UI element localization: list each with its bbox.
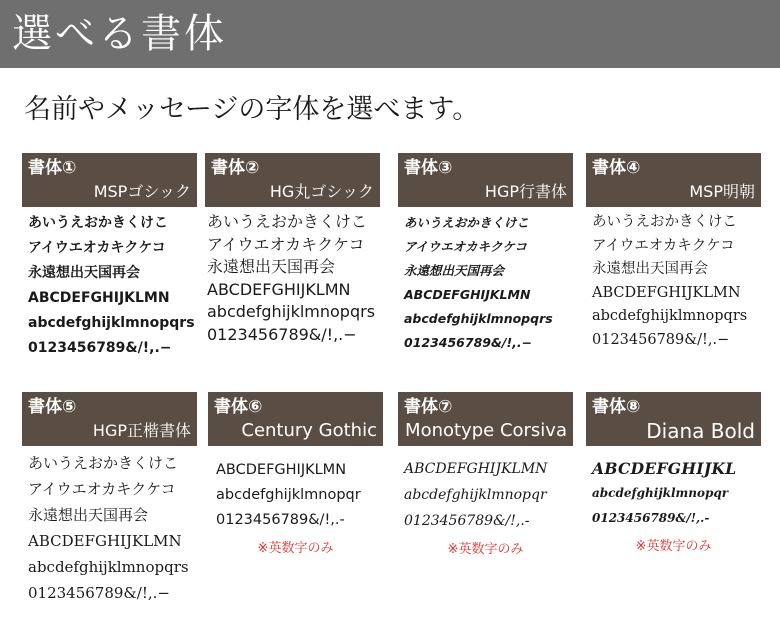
font-samples [22,446,197,606]
page-title: 選べる書体 [0,0,780,68]
font-number: 書体① [28,158,77,178]
alphanumeric-only-note: ※英数字のみ [447,542,524,557]
font-panel-8 [586,392,761,557]
sample-digits: 0123456789&/!,.− [28,584,170,602]
sample-hiragana: あいうえおかきくけこ [207,212,368,231]
page-subtitle: 名前やメッセージの字体を選べます。 [24,94,480,125]
sample-lowercase: abcdefghijklmnopqrs [404,311,553,326]
font-number: 書体⑧ [592,397,641,417]
font-samples [208,446,383,533]
sample-uppercase: ABCDEFGHIJKLMN [216,462,347,478]
font-panel-header [22,153,197,207]
font-samples [205,207,380,346]
font-panel-1 [22,153,197,361]
sample-hiragana: あいうえおかきくけこ [592,214,737,230]
font-panel-7 [398,392,573,560]
sample-kanji: 永遠想出天国再会 [28,265,140,281]
font-name: Century Gothic [241,420,377,441]
sample-digits: 0123456789&/!,.− [404,335,533,350]
sample-katakana: アイウエオカキクケコ [28,480,176,498]
font-samples [586,446,761,531]
sample-katakana: アイウエオカキクケコ [592,237,735,254]
font-number: 書体⑤ [28,397,77,417]
sample-katakana: アイウエオカキクケコ [28,240,166,256]
sample-lowercase: abcdefghijklmnopqr [592,486,729,500]
font-panel-5 [22,392,197,606]
font-name: MSPゴシック [93,182,191,201]
alphanumeric-only-note: ※英数字のみ [635,539,712,554]
font-panel-header [586,153,761,207]
font-number: 書体③ [404,158,453,178]
font-samples [398,207,573,355]
sample-lowercase: abcdefghijklmnopqr [404,487,547,503]
sample-uppercase: ABCDEFGHIJKLMN [404,461,548,477]
font-panel-header [22,392,197,446]
sample-digits: 0123456789&/!,.− [207,324,357,344]
sample-lowercase: abcdefghijklmnopqr [216,487,361,503]
sample-hiragana: あいうえおかきくけこ [404,215,530,230]
font-name: HGP正楷書体 [92,421,191,440]
font-panel-3 [398,153,573,355]
font-panel-header [208,392,383,446]
font-samples [586,207,761,352]
sample-digits: 0123456789&/!,.- [592,511,710,525]
alphanumeric-only-note: ※英数字のみ [257,541,334,556]
sample-uppercase: ABCDEFGHIJKLMN [207,279,351,299]
font-name: Monotype Corsiva [405,420,567,441]
sample-lowercase: abcdefghijklmnopqrs [592,308,748,324]
font-panel-4 [586,153,761,352]
font-name: HGP行書体 [484,182,567,201]
sample-digits: 0123456789&/!,.− [592,331,730,348]
font-panel-6 [208,392,383,559]
font-panel-2 [205,153,380,346]
sample-lowercase: abcdefghijklmnopqrs [28,315,195,331]
sample-uppercase: ABCDEFGHIJKLMN [592,284,741,301]
font-panel-header [205,153,380,207]
sample-kanji: 永遠想出天国再会 [28,506,149,524]
sample-kanji: 永遠想出天国再会 [207,257,336,276]
font-samples [22,207,197,361]
font-number: 書体⑥ [214,397,263,417]
font-samples [398,446,573,534]
sample-uppercase: ABCDEFGHIJKL [592,459,737,478]
sample-katakana: アイウエオカキクケコ [207,234,365,254]
font-panel-header [398,392,573,446]
sample-uppercase: ABCDEFGHIJKLMN [28,290,170,306]
font-number: 書体② [211,158,260,178]
sample-uppercase: ABCDEFGHIJKLMN [28,532,182,550]
sample-digits: 0123456789&/!,.- [216,512,345,528]
sample-uppercase: ABCDEFGHIJKLMN [404,287,531,302]
sample-digits: 0123456789&/!,.- [404,513,530,529]
sample-kanji: 永遠想出天国再会 [404,263,505,278]
font-panel-header [398,153,573,207]
sample-katakana: アイウエオカキクケコ [404,239,528,254]
font-name: MSP明朝 [689,182,755,201]
font-name: HG丸ゴシック [269,182,374,201]
font-number: 書体⑦ [404,397,453,417]
font-panel-header [586,392,761,446]
font-name: Diana Bold [646,419,755,443]
sample-lowercase: abcdefghijklmnopqrs [207,302,376,321]
font-number: 書体④ [592,158,641,178]
sample-digits: 0123456789&/!,.− [28,340,172,356]
sample-hiragana: あいうえおかきくけこ [28,215,168,231]
sample-hiragana: あいうえおかきくけこ [28,454,179,472]
sample-lowercase: abcdefghijklmnopqrs [28,558,189,576]
sample-kanji: 永遠想出天国再会 [592,261,708,277]
